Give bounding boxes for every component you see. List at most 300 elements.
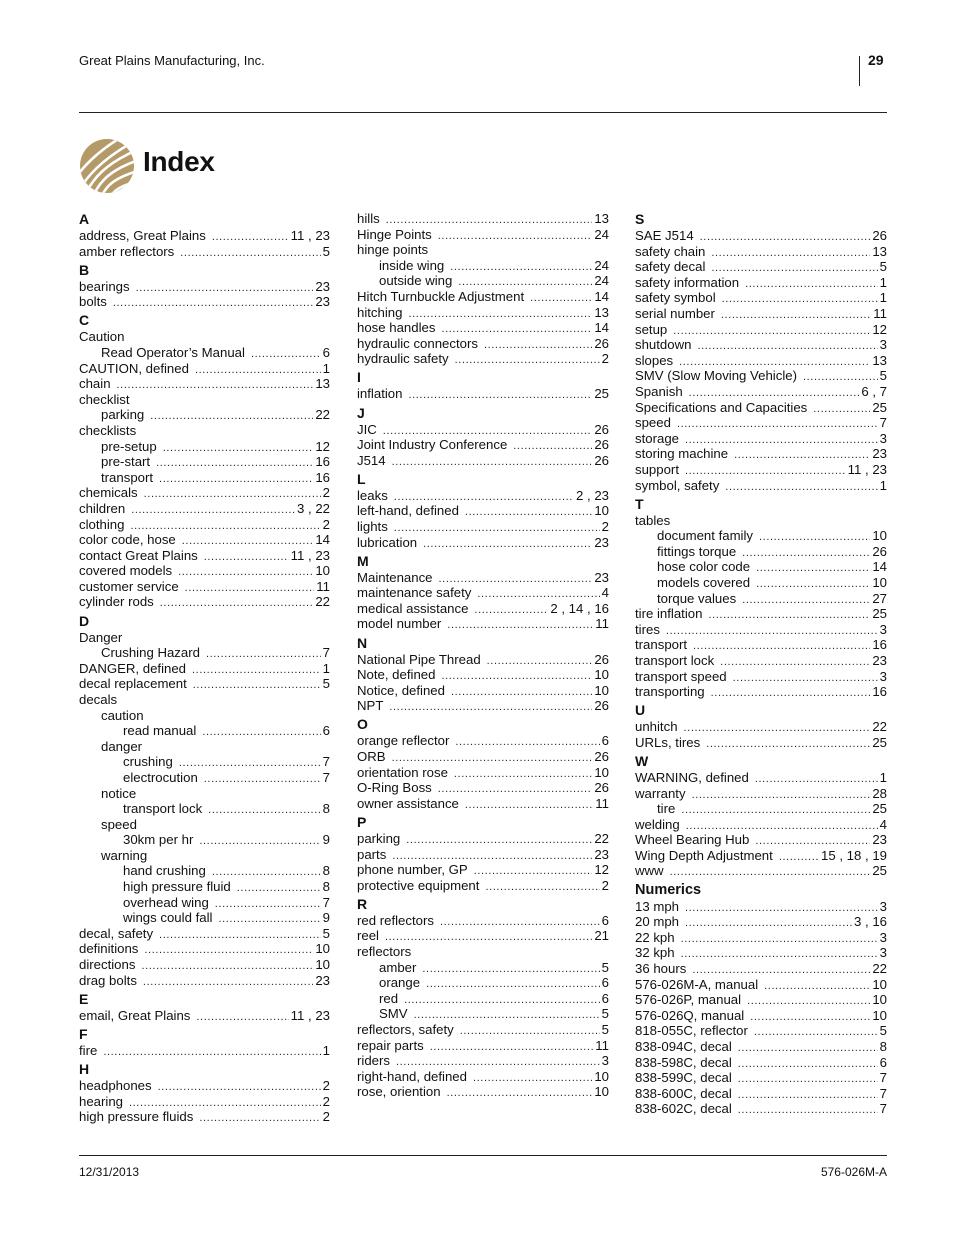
index-entry-term: notice <box>101 785 137 801</box>
index-entry-term: safety decal <box>635 259 706 275</box>
dot-leader <box>473 1071 592 1087</box>
dot-leader <box>150 409 313 425</box>
index-entry-term: slopes <box>635 352 674 368</box>
dot-leader <box>141 959 313 975</box>
index-entry <box>79 832 330 848</box>
index-entry-term: color code, hose <box>79 532 176 548</box>
index-entry <box>357 273 609 289</box>
dot-leader <box>764 979 870 995</box>
dot-leader <box>215 897 321 913</box>
index-entry-term: checklists <box>79 422 137 438</box>
index-entry <box>357 847 609 863</box>
index-entry-pages: 10 <box>872 992 887 1008</box>
index-entry-pages: 7 <box>322 894 330 910</box>
index-entry-pages: 1 <box>879 477 887 493</box>
index-entry <box>79 439 330 455</box>
index-entry-term: document family <box>657 528 754 544</box>
dot-leader <box>484 338 592 354</box>
index-entry-term: transport lock <box>635 652 715 668</box>
index-entry-term: Wheel Bearing Hub <box>635 832 750 848</box>
index-entry-pages: 22 <box>594 830 609 846</box>
dot-leader <box>685 916 852 932</box>
index-entry <box>635 606 887 622</box>
index-entry-term: 20 mph <box>635 914 679 930</box>
dot-leader <box>721 308 871 324</box>
index-entry-pages: 6 <box>322 723 330 739</box>
index-entry-term: contact Great Plains <box>79 547 198 563</box>
index-group-heading <box>79 423 330 439</box>
index-entry-term: riders <box>357 1053 390 1069</box>
dot-leader <box>180 246 320 262</box>
index-entry-pages: 26 <box>594 698 609 714</box>
index-entry <box>357 1069 609 1085</box>
dot-leader <box>454 767 592 783</box>
dot-leader <box>179 756 321 772</box>
dot-leader <box>385 930 592 946</box>
index-entry-pages: 22 <box>315 407 330 423</box>
index-entry-term: electrocution <box>123 769 198 785</box>
index-entry-pages: 9 <box>322 910 330 926</box>
index-entry <box>79 661 330 677</box>
index-entry <box>357 386 609 402</box>
index-entry <box>79 548 330 564</box>
index-entry-term: wings could fall <box>123 910 213 926</box>
index-entry-term: Read Operator’s Manual <box>101 344 245 360</box>
index-entry <box>79 1094 330 1110</box>
index-entry-pages: 5 <box>322 243 330 259</box>
index-entry-term: fittings torque <box>657 543 737 559</box>
index-entry-pages: 11 , 23 <box>290 228 330 243</box>
index-entry-term: www <box>635 863 664 879</box>
index-entry-pages: 13 <box>594 304 609 320</box>
index-entry-term: transport <box>101 469 154 485</box>
dot-leader <box>392 455 593 471</box>
index-entry-term: setup <box>635 321 668 337</box>
dot-leader <box>208 803 320 819</box>
dot-leader <box>725 480 877 496</box>
index-entry <box>79 1008 330 1024</box>
dot-leader <box>426 977 600 993</box>
index-entry <box>79 957 330 973</box>
dot-leader <box>813 402 870 418</box>
index-entry-term: read manual <box>123 723 197 739</box>
dot-leader <box>681 947 878 963</box>
index-entry-pages: 12 <box>594 862 609 878</box>
index-entry <box>79 244 330 260</box>
index-entry-term: 838-600C, decal <box>635 1085 732 1101</box>
index-entry-term: reflectors, safety <box>357 1021 454 1037</box>
dot-leader <box>485 880 599 896</box>
index-group-heading <box>79 786 330 802</box>
index-entry-pages: 2 , 23 <box>576 487 609 503</box>
index-entry-pages: 24 <box>594 273 609 289</box>
index-entry-term: tire <box>657 801 676 817</box>
index-entry-pages: 10 <box>594 764 609 780</box>
dot-leader <box>440 915 600 931</box>
dot-leader <box>204 550 289 566</box>
index-entry-pages: 11 <box>595 795 609 811</box>
index-entry-term: support <box>635 461 679 477</box>
index-entry <box>635 817 887 833</box>
dot-leader <box>199 1111 320 1127</box>
dot-leader <box>185 581 315 597</box>
dot-leader <box>455 353 600 369</box>
index-entry <box>635 559 887 575</box>
index-group-heading <box>79 692 330 708</box>
header-rule <box>79 112 887 113</box>
index-entry-term: 576-026P, manual <box>635 992 742 1008</box>
index-entry-term: chemicals <box>79 485 138 501</box>
index-entry <box>635 462 887 478</box>
index-entry-pages: 25 <box>872 734 887 750</box>
index-entry-pages: 27 <box>872 590 887 606</box>
index-entry-term: 13 mph <box>635 898 679 914</box>
index-entry <box>79 376 330 392</box>
index-entry <box>357 305 609 321</box>
index-entry-term: Wing Depth Adjustment <box>635 847 773 863</box>
dot-leader <box>144 943 313 959</box>
index-entry-pages: 11 <box>595 1037 609 1053</box>
index-entry <box>635 945 887 961</box>
index-entry-pages: 11 <box>873 305 887 321</box>
index-entry <box>357 683 609 699</box>
index-entry-term: hydraulic safety <box>357 351 449 367</box>
index-letter-heading: S <box>635 211 645 227</box>
dot-leader <box>677 417 878 433</box>
dot-leader <box>697 339 877 355</box>
index-entry-term: shutdown <box>635 337 692 353</box>
dot-leader <box>136 281 314 297</box>
index-entry-term: transport <box>635 637 688 653</box>
index-section-heading: Numerics <box>635 881 702 898</box>
index-entry <box>635 244 887 260</box>
index-entry-pages: 5 <box>879 368 887 384</box>
dot-leader <box>673 324 870 340</box>
index-entry-term: welding <box>635 816 680 832</box>
index-entry-term: O-Ring Boss <box>357 780 432 796</box>
page-title: Index <box>143 146 215 177</box>
index-entry-pages: 13 <box>594 211 609 226</box>
index-entry <box>635 669 887 685</box>
index-entry <box>357 913 609 929</box>
index-entry-term: hand crushing <box>123 863 206 879</box>
index-entry <box>635 961 887 977</box>
index-entry-pages: 2 <box>601 351 609 367</box>
index-entry-term: 838-602C, decal <box>635 1101 732 1117</box>
dot-leader <box>692 788 871 804</box>
index-entry-pages: 23 <box>594 846 609 862</box>
index-entry-term: tires <box>635 621 660 637</box>
index-entry-term: SMV <box>379 1006 408 1022</box>
index-entry-pages: 25 <box>872 399 887 415</box>
header-company-name: Great Plains Manufacturing, Inc. <box>79 53 265 68</box>
index-entry <box>635 275 887 291</box>
index-entry-pages: 7 <box>879 1101 887 1117</box>
index-entry <box>79 910 330 926</box>
dot-leader <box>178 565 313 581</box>
index-entry <box>357 975 609 991</box>
index-entry-term: lights <box>357 519 388 534</box>
header-divider <box>859 56 860 86</box>
index-entry-pages: 16 <box>315 454 330 470</box>
index-entry <box>79 1043 330 1059</box>
index-entry-term: 818-055C, reflector <box>635 1023 748 1039</box>
index-entry-pages: 25 <box>872 863 887 879</box>
index-entry-pages: 23 <box>315 294 330 310</box>
index-entry-pages: 5 <box>601 1006 609 1022</box>
index-entry-term: repair parts <box>357 1037 424 1053</box>
index-entry-pages: 3 , 16 <box>854 914 887 930</box>
index-entry-term: DANGER, defined <box>79 660 187 676</box>
index-entry <box>79 770 330 786</box>
dot-leader <box>113 296 313 312</box>
index-letter-heading: W <box>635 752 649 769</box>
index-entry-pages: 22 <box>315 594 330 610</box>
dot-leader <box>212 230 289 246</box>
index-entry-term: decal replacement <box>79 676 187 692</box>
index-entry-term: unhitch <box>635 719 678 735</box>
index-entry-term: fire <box>79 1042 98 1058</box>
index-group-heading <box>79 630 330 646</box>
dot-leader <box>706 737 870 753</box>
index-entry <box>635 1070 887 1086</box>
index-entry-pages: 3 <box>879 621 887 637</box>
index-entry <box>635 637 887 653</box>
index-entry-term: children <box>79 500 126 516</box>
index-entry <box>357 211 609 227</box>
index-entry-term: NPT <box>357 698 384 714</box>
dot-leader <box>745 277 878 293</box>
dot-leader <box>742 546 870 562</box>
index-entry <box>635 977 887 993</box>
index-entry-term: hinge points <box>357 242 429 258</box>
dot-leader <box>160 596 314 612</box>
index-entry-term: orange <box>379 975 421 991</box>
dot-leader <box>465 505 592 521</box>
dot-leader <box>738 1041 878 1057</box>
index-entry-pages: 1 <box>322 1042 330 1058</box>
index-entry <box>635 914 887 930</box>
dot-leader <box>199 834 320 850</box>
index-entry <box>357 503 609 519</box>
index-entry-pages: 14 <box>872 559 887 575</box>
index-entry-term: hearing <box>79 1093 123 1109</box>
index-entry <box>79 279 330 295</box>
index-entry-term: Hinge Points <box>357 226 432 242</box>
index-entry-term: inflation <box>357 386 403 402</box>
index-entry <box>635 384 887 400</box>
index-entry-pages: 11 , 23 <box>290 547 330 563</box>
index-entry <box>357 258 609 274</box>
index-entry-pages: 6 , 7 <box>861 383 887 399</box>
index-letter-heading: L <box>357 470 366 487</box>
index-entry-term: Hitch Turnbuckle Adjustment <box>357 288 525 304</box>
index-entry-term: serial number <box>635 305 715 321</box>
index-entry <box>635 992 887 1008</box>
index-entry <box>79 723 330 739</box>
index-entry-pages: 10 <box>872 1007 887 1023</box>
index-entry-term: Joint Industry Conference <box>357 437 508 453</box>
dot-leader <box>738 1088 878 1104</box>
index-entry <box>79 1109 330 1125</box>
dot-leader <box>117 378 314 394</box>
index-entry-pages: 14 <box>315 532 330 548</box>
dot-leader <box>447 1086 593 1102</box>
dot-leader <box>733 671 878 687</box>
dot-leader <box>756 561 870 577</box>
index-entry-pages: 23 <box>315 278 330 294</box>
index-entry-term: directions <box>79 957 136 973</box>
index-entry <box>357 960 609 976</box>
index-entry-term: crushing <box>123 754 173 770</box>
footer-doc-code: 576-026M-A <box>820 1165 887 1179</box>
index-entry-term: JIC <box>357 421 377 437</box>
index-entry <box>79 926 330 942</box>
dot-leader <box>513 439 592 455</box>
index-entry-pages: 16 <box>872 684 887 700</box>
index-entry-term: 576-026M-A, manual <box>635 976 759 992</box>
index-entry-term: amber reflectors <box>79 243 175 259</box>
dot-leader <box>711 686 871 702</box>
index-entry <box>357 749 609 765</box>
index-entry-pages: 2 <box>322 1093 330 1109</box>
index-entry <box>357 991 609 1007</box>
index-entry-term: transporting <box>635 684 705 700</box>
index-entry-term: torque values <box>657 590 737 606</box>
index-entry-term: bolts <box>79 294 107 310</box>
index-entry <box>635 575 887 591</box>
index-entry-term: cylinder rods <box>79 594 154 610</box>
index-letter-heading: H <box>79 1060 90 1077</box>
index-letter-heading: P <box>357 813 367 830</box>
index-entry <box>635 863 887 879</box>
index-entry-term: transport speed <box>635 668 727 684</box>
index-entry-term: 838-599C, decal <box>635 1070 732 1086</box>
index-entry-term: amber <box>379 959 417 975</box>
index-entry-pages: 3 <box>601 1053 609 1069</box>
dot-leader <box>430 1040 594 1056</box>
dot-leader <box>742 593 870 609</box>
index-entry-pages: 5 <box>601 959 609 975</box>
index-entry-pages: 11 <box>595 616 609 632</box>
dot-leader <box>163 441 314 457</box>
dot-leader <box>422 962 599 978</box>
index-group-heading <box>79 329 330 345</box>
index-entry-pages: 1 <box>322 360 330 376</box>
index-entry <box>79 517 330 533</box>
index-entry-pages: 21 <box>594 928 609 944</box>
dot-leader <box>487 654 593 670</box>
index-entry-term: hitching <box>357 304 403 320</box>
dot-leader <box>103 1045 320 1061</box>
index-entry <box>79 454 330 470</box>
index-entry-term: SMV (Slow Moving Vehicle) <box>635 368 797 384</box>
index-entry-term: hills <box>357 211 380 226</box>
index-entry-pages: 13 <box>315 376 330 392</box>
index-entry <box>635 591 887 607</box>
index-entry-pages: 10 <box>594 682 609 698</box>
index-entry <box>635 322 887 338</box>
index-entry-pages: 6 <box>879 1054 887 1070</box>
index-entry <box>79 895 330 911</box>
index-entry-pages: 6 <box>322 344 330 360</box>
index-entry-pages: 10 <box>594 1068 609 1084</box>
dot-leader <box>455 735 599 751</box>
index-entry <box>635 930 887 946</box>
index-entry-term: 30km per hr <box>123 832 194 848</box>
index-entry-term: 22 kph <box>635 929 675 945</box>
index-entry-term: hydraulic connectors <box>357 335 478 351</box>
index-entry-pages: 8 <box>322 801 330 817</box>
index-entry-pages: 2 <box>601 877 609 893</box>
index-entry-pages: 26 <box>594 437 609 453</box>
index-entry-pages: 14 <box>594 288 609 304</box>
index-entry-term: 36 hours <box>635 960 687 976</box>
index-entry-pages: 5 <box>322 676 330 692</box>
index-entry <box>635 544 887 560</box>
index-entry <box>635 446 887 462</box>
index-entry <box>635 1055 887 1071</box>
index-entry <box>357 320 609 336</box>
index-entry-pages: 7 <box>322 645 330 661</box>
index-entry-term: caution <box>101 707 144 723</box>
index-entry <box>635 353 887 369</box>
index-entry <box>79 294 330 310</box>
index-entry-term: Spanish <box>635 383 683 399</box>
index-entry <box>635 786 887 802</box>
index-entry <box>635 478 887 494</box>
index-entry-term: rose, oriention <box>357 1084 441 1100</box>
dot-leader <box>406 833 592 849</box>
index-entry-pages: 26 <box>594 335 609 351</box>
index-entry <box>635 415 887 431</box>
index-entry-term: J514 <box>357 452 386 468</box>
index-entry <box>79 801 330 817</box>
index-entry-pages: 22 <box>872 960 887 976</box>
index-entry <box>635 1086 887 1102</box>
index-group-heading <box>357 242 609 258</box>
dot-leader <box>408 307 592 323</box>
index-entry <box>357 570 609 586</box>
index-entry-pages: 13 <box>872 352 887 368</box>
index-entry-term: bearings <box>79 278 130 294</box>
index-letter-heading: F <box>79 1025 88 1042</box>
index-entry-pages: 7 <box>322 769 330 785</box>
index-entry-pages: 8 <box>879 1038 887 1054</box>
index-entry-pages: 25 <box>872 801 887 817</box>
index-entry-term: 838-598C, decal <box>635 1054 732 1070</box>
index-entry <box>357 796 609 812</box>
dot-leader <box>474 603 548 619</box>
dot-leader <box>693 639 870 655</box>
index-entry <box>357 453 609 469</box>
index-entry-term: hose handles <box>357 320 436 336</box>
index-entry-term: red reflectors <box>357 912 434 928</box>
index-entry-pages: 3 <box>879 337 887 353</box>
index-entry-term: Specifications and Capacities <box>635 399 808 415</box>
index-entry-term: inside wing <box>379 257 445 273</box>
dot-leader <box>394 521 600 537</box>
dot-leader <box>237 881 321 897</box>
index-entry <box>79 645 330 661</box>
index-entry-pages: 22 <box>872 719 887 735</box>
index-entry-term: pre-start <box>101 454 151 470</box>
index-entry-term: covered models <box>79 563 173 579</box>
index-entry-term: pre-setup <box>101 438 157 454</box>
index-entry-term: symbol, safety <box>635 477 720 493</box>
dot-leader <box>460 1024 600 1040</box>
dot-leader <box>685 901 878 917</box>
